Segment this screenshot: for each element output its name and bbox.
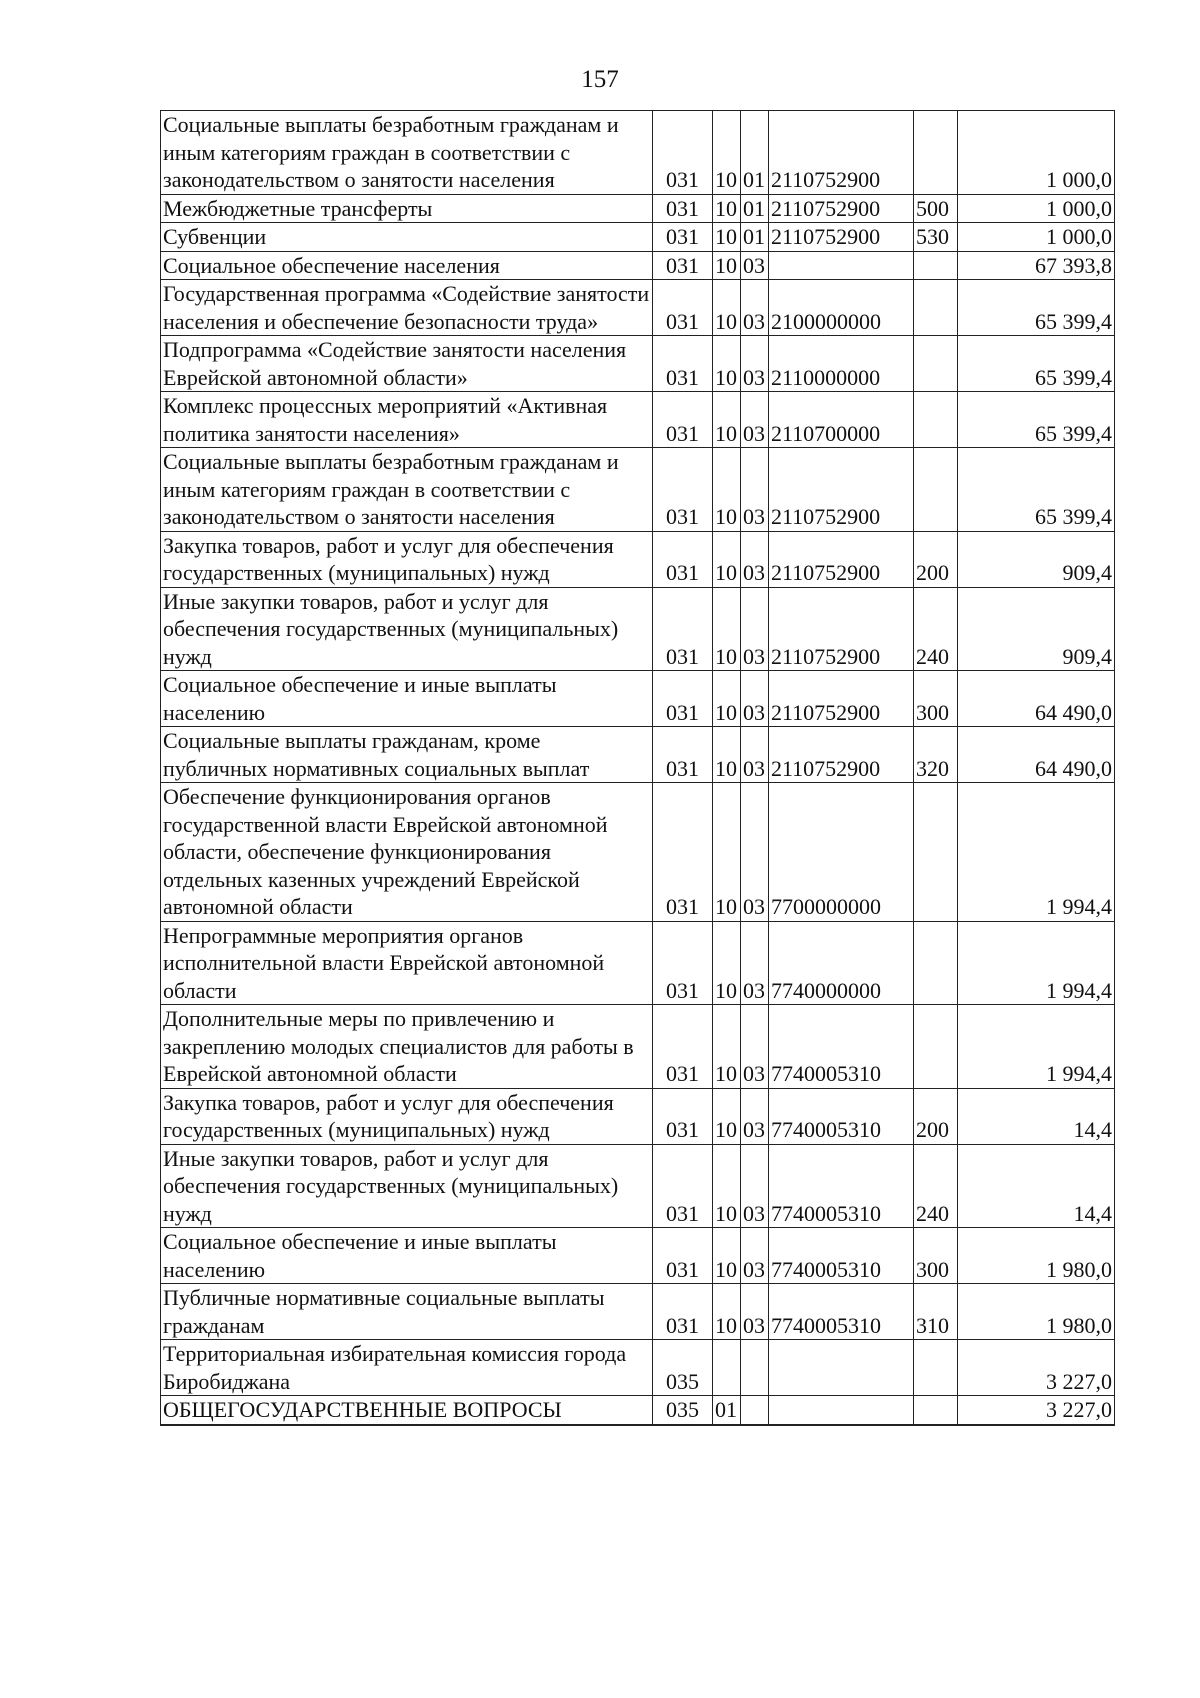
cell-vr: 300 [914,671,958,727]
cell-rz: 10 [713,1144,741,1228]
cell-rz: 10 [713,223,741,252]
cell-name: Иные закупки товаров, работ и услуг для обеспечения государственных (муниципальных) нужд [161,1144,653,1228]
cell-name: Дополнительные меры по привлечению и закреплению молодых специалистов для работы в Еврейской автономной области [161,1005,653,1089]
page-number: 157 [581,66,619,93]
table-row [161,1144,1115,1228]
cell-sum: 14,4 [958,1088,1115,1144]
cell-sum: 1 000,0 [958,194,1115,223]
cell-pr: 03 [741,1284,769,1340]
cell-gr: 031 [653,1284,713,1340]
cell-name: Подпрограмма «Содействие занятости населения Еврейской автономной области» [161,336,653,392]
cell-vr: 200 [914,531,958,587]
cell-sum: 1 994,4 [958,921,1115,1005]
cell-vr [914,1396,958,1425]
cell-sum: 64 490,0 [958,671,1115,727]
cell-vr: 240 [914,1144,958,1228]
budget-table [160,110,1115,1426]
cell-rz: 10 [713,1284,741,1340]
cell-sum: 65 399,4 [958,336,1115,392]
cell-name: Государственная программа «Содействие занятости населения и обеспечение безопасности труда» [161,280,653,336]
cell-pr: 03 [741,587,769,671]
cell-pr: 01 [741,194,769,223]
cell-name: Социальное обеспечение и иные выплаты населению [161,671,653,727]
table-row [161,1340,1115,1396]
cell-csr [769,251,914,280]
cell-csr: 2110752900 [769,587,914,671]
cell-pr: 01 [741,111,769,195]
cell-csr: 2110752900 [769,448,914,532]
cell-gr: 031 [653,336,713,392]
cell-gr: 031 [653,1144,713,1228]
cell-sum: 1 980,0 [958,1228,1115,1284]
cell-pr: 03 [741,1144,769,1228]
cell-rz: 10 [713,1088,741,1144]
cell-name: Непрограммные мероприятия органов исполнительной власти Еврейской автономной области [161,921,653,1005]
cell-rz: 01 [713,1396,741,1425]
cell-rz: 10 [713,587,741,671]
cell-gr: 031 [653,587,713,671]
cell-csr: 7740005310 [769,1088,914,1144]
cell-vr: 320 [914,727,958,783]
cell-gr: 031 [653,783,713,922]
cell-vr [914,1005,958,1089]
cell-rz: 10 [713,194,741,223]
cell-rz: 10 [713,921,741,1005]
cell-gr: 031 [653,251,713,280]
table-row [161,336,1115,392]
table-row [161,921,1115,1005]
cell-csr: 2110752900 [769,223,914,252]
cell-gr: 031 [653,1088,713,1144]
cell-vr: 200 [914,1088,958,1144]
cell-pr: 03 [741,727,769,783]
table-row [161,1228,1115,1284]
cell-csr: 7740000000 [769,921,914,1005]
cell-vr [914,392,958,448]
cell-gr: 031 [653,1005,713,1089]
cell-rz: 10 [713,727,741,783]
cell-vr: 310 [914,1284,958,1340]
table-row [161,251,1115,280]
cell-csr [769,1396,914,1425]
table-row [161,587,1115,671]
cell-vr: 240 [914,587,958,671]
cell-sum: 1 980,0 [958,1284,1115,1340]
cell-rz: 10 [713,1228,741,1284]
cell-vr [914,336,958,392]
cell-vr: 530 [914,223,958,252]
table-row [161,448,1115,532]
cell-gr: 031 [653,223,713,252]
cell-pr: 03 [741,783,769,922]
cell-sum: 1 000,0 [958,223,1115,252]
cell-csr: 2110752900 [769,671,914,727]
cell-gr: 031 [653,448,713,532]
cell-csr [769,1340,914,1396]
cell-rz: 10 [713,336,741,392]
cell-csr: 2110752900 [769,194,914,223]
cell-pr: 01 [741,223,769,252]
cell-csr: 2110700000 [769,392,914,448]
table-row [161,223,1115,252]
table-row [161,783,1115,922]
cell-rz: 10 [713,531,741,587]
cell-pr: 03 [741,448,769,532]
cell-pr [741,1396,769,1425]
cell-gr: 031 [653,111,713,195]
cell-name: ОБЩЕГОСУДАРСТВЕННЫЕ ВОПРОСЫ [161,1396,653,1425]
cell-pr: 03 [741,280,769,336]
cell-sum: 909,4 [958,531,1115,587]
cell-csr: 2110752900 [769,111,914,195]
table-row [161,1284,1115,1340]
cell-gr: 031 [653,921,713,1005]
cell-rz [713,1340,741,1396]
cell-rz: 10 [713,280,741,336]
table-row [161,194,1115,223]
cell-pr: 03 [741,392,769,448]
cell-name: Публичные нормативные социальные выплаты гражданам [161,1284,653,1340]
cell-rz: 10 [713,251,741,280]
cell-name: Межбюджетные трансферты [161,194,653,223]
cell-sum: 3 227,0 [958,1340,1115,1396]
cell-pr: 03 [741,921,769,1005]
cell-csr: 2100000000 [769,280,914,336]
cell-gr: 031 [653,671,713,727]
cell-gr: 035 [653,1340,713,1396]
cell-vr [914,251,958,280]
table-row [161,727,1115,783]
cell-csr: 7740005310 [769,1284,914,1340]
cell-pr [741,1340,769,1396]
cell-pr: 03 [741,671,769,727]
cell-name: Закупка товаров, работ и услуг для обеспечения государственных (муниципальных) нужд [161,1088,653,1144]
cell-sum: 909,4 [958,587,1115,671]
cell-gr: 031 [653,727,713,783]
cell-vr [914,921,958,1005]
cell-name: Закупка товаров, работ и услуг для обеспечения государственных (муниципальных) нужд [161,531,653,587]
cell-vr [914,280,958,336]
table-row [161,671,1115,727]
table-row [161,1396,1115,1425]
cell-vr [914,111,958,195]
cell-name: Комплекс процессных мероприятий «Активная политика занятости населения» [161,392,653,448]
cell-csr: 2110752900 [769,727,914,783]
cell-csr: 7740005310 [769,1005,914,1089]
cell-vr [914,1340,958,1396]
table-row [161,392,1115,448]
cell-gr: 031 [653,194,713,223]
cell-pr: 03 [741,531,769,587]
cell-gr: 035 [653,1396,713,1425]
cell-sum: 1 994,4 [958,1005,1115,1089]
cell-csr: 2110000000 [769,336,914,392]
table-row [161,280,1115,336]
cell-vr: 500 [914,194,958,223]
table-row [161,531,1115,587]
table-row [161,111,1115,195]
cell-rz: 10 [713,783,741,922]
cell-pr: 03 [741,251,769,280]
cell-name: Субвенции [161,223,653,252]
cell-pr: 03 [741,1088,769,1144]
table-row [161,1088,1115,1144]
cell-vr: 300 [914,1228,958,1284]
cell-sum: 3 227,0 [958,1396,1115,1425]
cell-rz: 10 [713,392,741,448]
cell-name: Иные закупки товаров, работ и услуг для обеспечения государственных (муниципальных) нужд [161,587,653,671]
cell-pr: 03 [741,1228,769,1284]
cell-gr: 031 [653,531,713,587]
cell-pr: 03 [741,336,769,392]
cell-gr: 031 [653,392,713,448]
cell-csr: 7740005310 [769,1228,914,1284]
cell-gr: 031 [653,1228,713,1284]
cell-sum: 14,4 [958,1144,1115,1228]
cell-vr [914,783,958,922]
cell-csr: 7740005310 [769,1144,914,1228]
cell-name: Территориальная избирательная комиссия города Биробиджана [161,1340,653,1396]
cell-sum: 1 000,0 [958,111,1115,195]
cell-csr: 7700000000 [769,783,914,922]
cell-name: Социальные выплаты безработным гражданам и иным категориям граждан в соответствии с законодательством о занятости населения [161,111,653,195]
cell-sum: 65 399,4 [958,392,1115,448]
cell-name: Социальное обеспечение населения [161,251,653,280]
cell-vr [914,448,958,532]
cell-rz: 10 [713,671,741,727]
cell-name: Обеспечение функционирования органов государственной власти Еврейской автономной области, обеспечение функционирования отдельных казенных учреждений Еврейской автономной области [161,783,653,922]
cell-sum: 64 490,0 [958,727,1115,783]
cell-rz: 10 [713,111,741,195]
cell-pr: 03 [741,1005,769,1089]
cell-rz: 10 [713,1005,741,1089]
cell-csr: 2110752900 [769,531,914,587]
cell-sum: 65 399,4 [958,448,1115,532]
budget-table-body [161,111,1115,1425]
cell-name: Социальное обеспечение и иные выплаты населению [161,1228,653,1284]
cell-sum: 65 399,4 [958,280,1115,336]
cell-gr: 031 [653,280,713,336]
cell-sum: 1 994,4 [958,783,1115,922]
cell-rz: 10 [713,448,741,532]
cell-name: Социальные выплаты гражданам, кроме публичных нормативных социальных выплат [161,727,653,783]
cell-sum: 67 393,8 [958,251,1115,280]
cell-name: Социальные выплаты безработным гражданам и иным категориям граждан в соответствии с законодательством о занятости населения [161,448,653,532]
table-row [161,1005,1115,1089]
